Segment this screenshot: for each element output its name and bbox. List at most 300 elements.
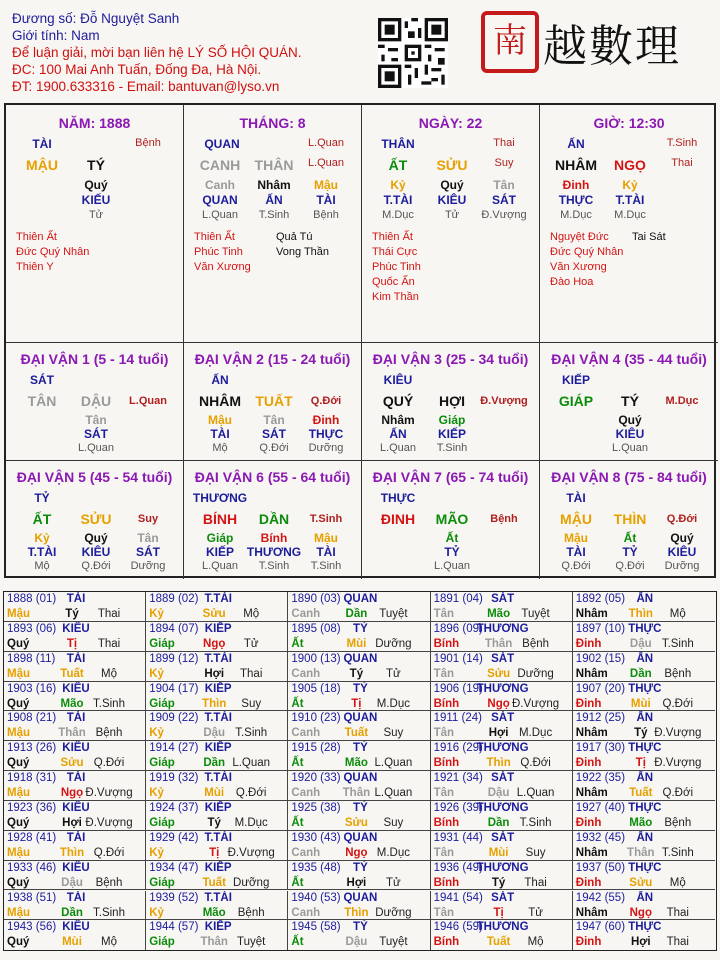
year-label: 1945 (58) (291, 921, 341, 934)
year-god: SÁT (491, 831, 515, 844)
year-stem: Bính (433, 757, 460, 770)
year-label: 1939 (52) (149, 891, 199, 904)
year-stem: Mậu (7, 608, 30, 620)
year-branch: Tý (349, 667, 364, 680)
year-cell (288, 831, 430, 861)
year-stem: Ất (291, 816, 304, 829)
year-label: 1930 (43) (291, 831, 341, 844)
year-branch: Mão (344, 757, 368, 770)
year-phase: Mộ (243, 608, 260, 620)
year-label: 1894 (07) (149, 622, 199, 635)
year-stem: Kỷ (149, 906, 164, 919)
year-cell (4, 891, 146, 921)
year-cell (431, 682, 573, 712)
year-stem: Quý (7, 816, 30, 829)
year-label: 1893 (06) (7, 622, 57, 635)
year-stem: Tân (433, 846, 455, 859)
year-god: TÀI (66, 652, 86, 665)
dai-van-stem: MẬU (560, 511, 592, 527)
logo-brand-text: 越數理 (543, 21, 681, 72)
year-god: SÁT (491, 772, 515, 785)
year-branch: Hợi (488, 727, 509, 740)
hidden-phase: L.Quan (201, 560, 239, 572)
owner-name: Đương số: Đỗ Nguyệt Sanh (12, 11, 180, 26)
hidden-stem: Tân (493, 178, 515, 192)
year-label: 1915 (28) (291, 742, 341, 755)
pillar-god: TÀI (32, 137, 52, 151)
year-god: TỶ (353, 742, 368, 755)
year-branch: Thân (484, 637, 513, 650)
inauspicious-star: Vong Thần (276, 246, 330, 258)
year-branch: Dần (61, 906, 83, 919)
year-god: KIÊU (62, 861, 90, 874)
year-branch: Mùi (488, 846, 509, 859)
year-stem: Tân (433, 787, 455, 800)
year-stem: Quý (7, 697, 30, 710)
hidden-phase: Tử (88, 209, 104, 221)
hidden-stem: Nhâm (257, 178, 291, 192)
year-label: 1891 (04) (433, 593, 483, 605)
year-phase: M.Dục (518, 727, 553, 740)
year-phase: Suy (383, 727, 404, 740)
year-phase: T.Sinh (235, 727, 268, 740)
year-phase: Thai (524, 876, 547, 889)
year-cell (146, 682, 288, 712)
year-phase: Đ.Vượng (654, 727, 702, 740)
year-god: TỶ (353, 682, 368, 695)
dai-van-branch: SỬU (80, 511, 112, 527)
year-god: THỰC (628, 921, 662, 934)
dai-van-phase: Suy (137, 513, 159, 525)
year-phase: Đ.Vượng (227, 846, 275, 859)
hidden-phase: L.Quan (611, 442, 649, 454)
year-label: 1890 (03) (291, 593, 341, 605)
year-cell (146, 861, 288, 891)
auspicious-star: Quốc Ấn (372, 276, 415, 288)
year-branch: Dậu (345, 936, 368, 949)
hidden-stem: Mậu (564, 531, 588, 545)
year-stem: Canh (291, 608, 321, 620)
year-phase: Q.Đới (235, 787, 267, 800)
year-cell (4, 622, 146, 652)
pillar-title: NĂM: 1888 (58, 115, 131, 131)
year-phase: Suy (241, 697, 262, 710)
year-god: QUAN (343, 712, 378, 725)
dai-van-branch: HỢI (439, 393, 465, 409)
year-label: 1903 (16) (7, 682, 57, 695)
year-branch: Tuất (629, 787, 653, 800)
dai-van-god: ẤN (211, 373, 229, 387)
year-branch: Dậu (203, 727, 226, 740)
dai-van-god: THƯƠNG (192, 491, 248, 505)
year-branch: Dần (487, 816, 510, 829)
year-stem: Đinh (575, 936, 602, 949)
hidden-god: KIẾP (205, 545, 235, 559)
year-phase: T.Sinh (519, 816, 552, 829)
year-phase: Thai (97, 637, 121, 650)
year-stem: Bính (433, 876, 460, 889)
hidden-phase: Mộ (212, 442, 228, 454)
hidden-stem: Quý (440, 178, 464, 192)
year-stem: Canh (291, 846, 321, 859)
hidden-phase: L.Quan (201, 209, 239, 221)
year-stem: Giáp (149, 816, 175, 829)
hidden-god: THƯƠNG (246, 545, 302, 559)
dai-van-phase: Bệnh (490, 513, 518, 525)
year-stem: Tân (433, 608, 455, 620)
hidden-phase: Q.Đới (615, 560, 645, 572)
year-god: THỰC (628, 861, 662, 874)
year-branch: Mùi (630, 697, 651, 710)
year-label: 1902 (15) (575, 652, 626, 665)
year-phase: Tử (386, 667, 401, 680)
year-cell (288, 801, 430, 831)
hidden-phase: L.Quan (77, 442, 115, 454)
pillar-branch: SỬU (436, 157, 468, 173)
year-stem: Ất (291, 697, 304, 710)
hidden-stem: Quý (84, 531, 108, 545)
hidden-stem: Ất (445, 531, 459, 545)
year-branch: Mùi (346, 637, 367, 650)
dai-van-stem: ĐINH (380, 511, 416, 527)
year-god: TỶ (353, 801, 368, 814)
year-branch: Hợi (204, 667, 225, 680)
year-god: KIÊU (62, 742, 90, 755)
year-stem: Canh (291, 906, 321, 919)
hidden-god: KIÊU (615, 427, 645, 441)
year-phase: T.Sinh (661, 637, 694, 650)
year-branch: Thìn (202, 697, 227, 710)
dai-van-branch: MÃO (435, 511, 469, 527)
hidden-phase: Dưỡng (308, 442, 344, 454)
year-label: 1892 (05) (575, 593, 626, 605)
pillar-god: QUAN (204, 137, 240, 151)
year-god: KIẾP (204, 801, 232, 814)
year-cell (146, 831, 288, 861)
year-cell (146, 741, 288, 771)
hidden-phase: T.Sinh (258, 209, 290, 221)
year-god: T.TÀI (204, 652, 232, 665)
dai-van-phase: Q.Đới (310, 395, 342, 407)
year-god: KIÊU (62, 682, 90, 695)
year-branch: Dần (203, 757, 226, 770)
year-label: 1932 (45) (575, 831, 626, 844)
year-branch: Dậu (61, 876, 83, 889)
year-phase: Thai (666, 906, 689, 919)
year-stem: Mậu (7, 906, 30, 919)
year-branch: Hợi (630, 936, 651, 949)
year-branch: Tuất (486, 936, 511, 949)
hidden-phase: Tử (444, 209, 460, 221)
year-label: 1896 (09) (433, 622, 483, 635)
year-branch: Thìn (628, 608, 653, 620)
hidden-god: SÁT (136, 545, 160, 559)
year-cell (431, 861, 573, 891)
hidden-god: TÀI (210, 427, 230, 441)
hidden-god: TÀI (566, 545, 586, 559)
year-branch: Tị (209, 846, 220, 859)
year-label: 1946 (59) (433, 921, 483, 934)
hidden-god: ẤN (389, 427, 407, 441)
hidden-god: ẤN (265, 193, 283, 207)
year-stem: Nhâm (575, 906, 608, 919)
year-god: THỰC (628, 622, 662, 635)
year-cell (431, 711, 573, 741)
dai-van-god: TÀI (566, 491, 586, 505)
year-cell (288, 622, 430, 652)
year-cell (431, 652, 573, 682)
auspicious-star: Phúc Tinh (194, 246, 243, 258)
year-label: 1936 (49) (433, 861, 483, 874)
year-branch: Hợi (346, 876, 367, 889)
year-branch: Sửu (60, 757, 84, 770)
year-god: T.TÀI (204, 891, 232, 904)
year-phase: Thai (97, 608, 121, 620)
year-cell (4, 682, 146, 712)
year-stem: Nhâm (575, 727, 608, 740)
pillar-cell (184, 105, 362, 343)
hidden-god: THỰC (558, 193, 594, 207)
hidden-god: TỶ (622, 545, 638, 559)
year-phase: Thai (240, 667, 263, 680)
dai-van-cell (184, 461, 362, 579)
dai-van-phase: Q.Đới (666, 513, 698, 525)
year-stem: Nhâm (575, 787, 608, 800)
auspicious-star: Nguyệt Đức (550, 231, 609, 243)
year-cell (4, 592, 146, 622)
year-label: 1921 (34) (433, 772, 483, 785)
dai-van-phase: T.Sinh (309, 513, 343, 525)
hidden-stem: Đinh (312, 413, 340, 427)
year-phase: Đ.Vượng (85, 787, 133, 800)
year-phase: Mộ (669, 876, 686, 889)
year-label: 1912 (25) (575, 712, 626, 725)
hidden-phase: T.Sinh (310, 560, 342, 572)
year-branch: Mão (202, 906, 226, 919)
year-stem: Mậu (7, 846, 30, 859)
year-stem: Canh (291, 787, 321, 800)
year-cell (573, 831, 715, 861)
hidden-phase: Q.Đới (259, 442, 289, 454)
year-god: ẤN (636, 712, 654, 725)
pillar-cell (6, 105, 184, 343)
year-label: 1916 (29) (433, 742, 483, 755)
year-cell (288, 682, 430, 712)
year-branch: Dậu (487, 787, 510, 800)
year-label: 1888 (01) (7, 593, 57, 605)
year-branch: Dậu (629, 637, 652, 650)
year-god: THỰC (628, 742, 662, 755)
year-stem: Quý (7, 936, 30, 949)
year-stem: Quý (7, 876, 30, 889)
dai-van-god: THỰC (380, 491, 416, 505)
year-phase: M.Dục (376, 697, 411, 710)
year-stem: Tân (433, 727, 455, 740)
hidden-stem: Bính (260, 531, 288, 545)
dai-van-stem: QUÝ (382, 393, 414, 409)
year-cell (431, 801, 573, 831)
year-god: THỰC (628, 682, 662, 695)
year-god: THƯƠNG (476, 801, 529, 814)
year-branch: Mão (60, 697, 84, 710)
chart-grid (4, 103, 716, 578)
year-label: 1927 (40) (575, 801, 626, 814)
year-phase: Q.Đới (520, 757, 551, 770)
year-phase: Bệnh (95, 727, 123, 740)
year-phase: T.Sinh (93, 906, 125, 919)
pillar-branch: TÝ (87, 157, 105, 173)
hidden-god: KIẾP (437, 427, 467, 441)
year-label: 1909 (22) (149, 712, 199, 725)
year-stem: Đinh (575, 816, 602, 829)
year-cell (431, 891, 573, 921)
auspicious-star: Thiên Ất (194, 231, 235, 243)
year-stem: Ất (291, 876, 304, 889)
dai-van-branch: TÝ (621, 393, 639, 409)
hidden-god: T.TÀI (27, 545, 57, 559)
year-phase: Bệnh (664, 667, 692, 680)
address-line: ĐC: 100 Mai Anh Tuấn, Đống Đa, Hà Nội. (12, 62, 262, 77)
year-label: 1935 (48) (291, 861, 341, 874)
year-stem: Mậu (7, 667, 30, 680)
year-phase: Mộ (669, 608, 686, 620)
hidden-stem: Tân (85, 413, 107, 427)
year-cell (146, 891, 288, 921)
dai-van-cell (540, 343, 718, 461)
year-cell (573, 801, 715, 831)
dai-van-cell (362, 461, 540, 579)
year-cell (288, 920, 430, 950)
hidden-stem: Kỷ (34, 531, 50, 545)
year-phase: Đ.Vượng (654, 757, 702, 770)
auspicious-star: Đức Quý Nhân (550, 246, 624, 258)
year-branch: Thìn (486, 757, 511, 770)
year-stem: Mậu (7, 787, 30, 800)
year-branch: Sửu (487, 667, 511, 680)
year-branch: Sửu (344, 816, 368, 829)
year-god: KIẾP (204, 622, 232, 635)
year-label: 1941 (54) (433, 891, 483, 904)
annual-luck-table (3, 591, 717, 951)
year-branch: Ngọ (487, 697, 510, 710)
year-phase: Dưỡng (233, 876, 270, 889)
year-branch: Ngọ (203, 637, 226, 650)
qr-code-icon (378, 18, 448, 88)
year-stem: Quý (7, 757, 30, 770)
hidden-phase: M.Dục (560, 209, 592, 221)
year-god: TỶ (353, 921, 368, 934)
year-branch: Sửu (629, 876, 653, 889)
year-god: ẤN (636, 593, 654, 605)
hidden-god: THỰC (308, 427, 344, 441)
year-god: T.TÀI (204, 772, 232, 785)
year-cell (573, 711, 715, 741)
hidden-phase: Dưỡng (664, 560, 700, 572)
hidden-stem: Quý (84, 178, 108, 192)
year-branch: Tý (491, 876, 506, 889)
year-phase: Đ.Vượng (85, 816, 133, 829)
year-stem: Giáp (149, 876, 175, 889)
year-phase: T.Sinh (661, 846, 694, 859)
year-phase: Tuyệt (379, 608, 408, 620)
year-label: 1920 (33) (291, 772, 341, 785)
year-cell (573, 891, 715, 921)
year-stem: Đinh (575, 876, 602, 889)
pillar-cell (540, 105, 718, 343)
header-info (12, 10, 342, 95)
year-god: KIẾP (204, 921, 232, 934)
year-label: 1899 (12) (149, 652, 199, 665)
year-cell (146, 920, 288, 950)
year-label: 1895 (08) (291, 622, 341, 635)
hidden-phase: L.Quan (433, 560, 471, 572)
year-label: 1937 (50) (575, 861, 626, 874)
year-god: ẤN (636, 772, 654, 785)
dai-van-phase: M.Dục (665, 395, 699, 407)
hidden-phase: Dưỡng (130, 560, 166, 572)
hidden-stem: Mậu (314, 531, 338, 545)
year-label: 1922 (35) (575, 772, 626, 785)
year-god: TÀI (66, 712, 86, 725)
hidden-stem: Canh (205, 178, 235, 192)
hidden-phase: Mộ (34, 560, 50, 572)
year-phase: Tuyệt (521, 608, 550, 620)
year-phase: Suy (525, 846, 546, 859)
hidden-god: KIẾU (81, 193, 111, 207)
hidden-stem: Nhâm (381, 413, 415, 427)
year-god: THƯƠNG (476, 861, 529, 874)
year-stem: Tân (433, 667, 455, 680)
hidden-stem: Quý (670, 531, 694, 545)
year-phase: L.Quan (374, 757, 413, 770)
year-cell (4, 920, 146, 950)
hidden-phase: L.Quan (379, 442, 417, 454)
year-god: THỰC (628, 801, 662, 814)
year-stem: Đinh (575, 637, 602, 650)
year-label: 1944 (57) (149, 921, 199, 934)
year-phase: Tuyệt (237, 936, 266, 949)
year-god: SÁT (491, 891, 515, 904)
year-stem: Giáp (149, 697, 175, 710)
year-stem: Kỷ (149, 846, 164, 859)
year-cell (431, 741, 573, 771)
dai-van-phase: L.Quan (129, 395, 167, 407)
year-god: KIẾP (204, 861, 232, 874)
year-label: 1929 (42) (149, 831, 199, 844)
year-cell (288, 891, 430, 921)
dai-van-branch: DẬU (80, 393, 112, 409)
year-stem: Nhâm (575, 608, 608, 620)
year-label: 1940 (53) (291, 891, 341, 904)
hidden-stem: Đinh (562, 178, 590, 192)
pillar-stem: MẬU (26, 157, 58, 173)
year-stem: Đinh (575, 757, 602, 770)
hidden-phase: T.Sinh (436, 442, 468, 454)
year-phase: M.Dục (376, 846, 411, 859)
year-cell (431, 771, 573, 801)
year-cell (431, 622, 573, 652)
year-stem: Quý (7, 637, 30, 650)
pillar-title: GIỜ: 12:30 (593, 115, 665, 131)
year-phase: Tuyệt (379, 936, 408, 949)
year-branch: Tị (635, 757, 646, 770)
hidden-god: T.TÀI (383, 193, 413, 207)
year-label: 1901 (14) (433, 652, 483, 665)
dai-van-branch: TUẤT (255, 393, 293, 409)
hidden-god: TÀI (316, 545, 336, 559)
year-branch: Tý (207, 816, 221, 829)
hidden-stem: Quý (618, 413, 642, 427)
